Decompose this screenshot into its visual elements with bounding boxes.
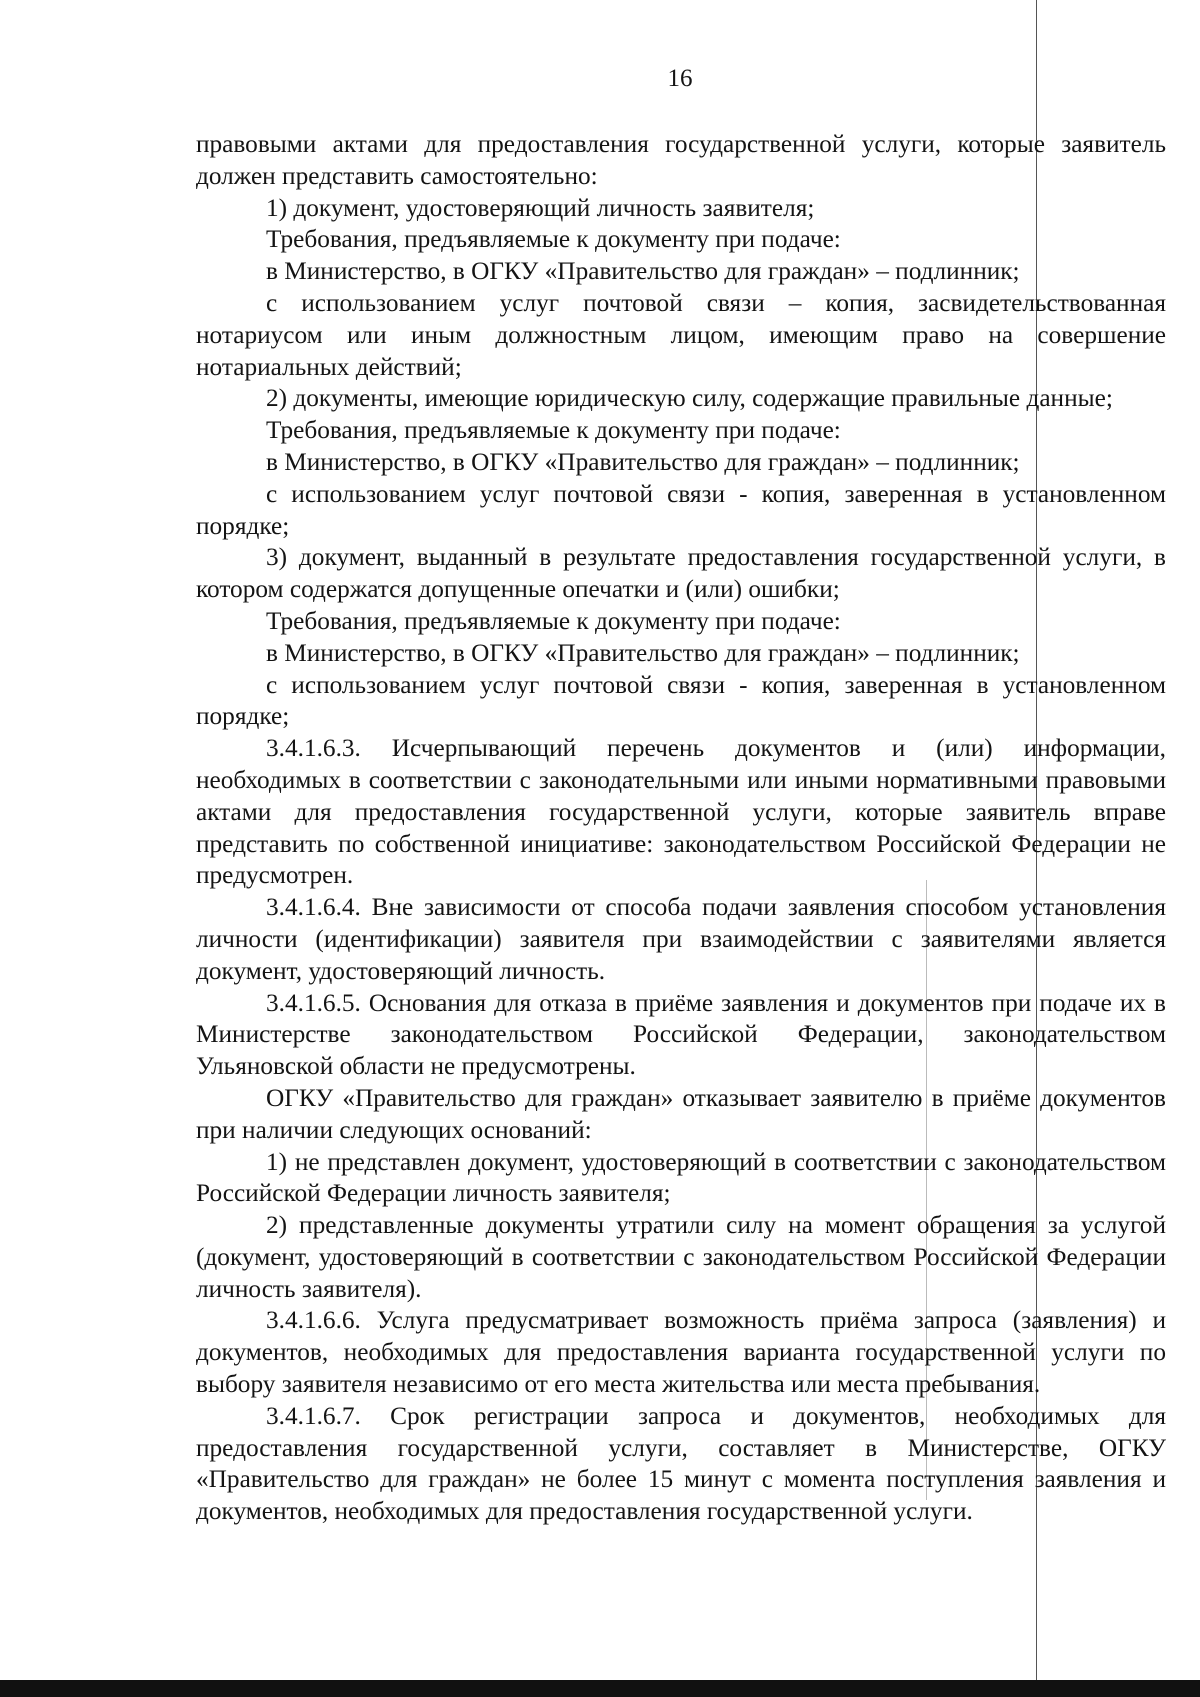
list-item: 1) документ, удостоверяющий личность заявителя; [266,193,815,222]
section-paragraph: 3.4.1.6.7. Срок регистрации запроса и документов, необходимых для предоставления государственной услуги, составляет в Министерстве, ОГКУ «Правительство для граждан» не более 15 минут с момента поступления заявления и документов, необходимых для предоставления государственной услуги. [196,1401,1166,1526]
paragraph: ОГКУ «Правительство для граждан» отказывает заявителю в приёме документов при наличии следующих оснований: [196,1083,1166,1144]
section-paragraph: 3.4.1.6.6. Услуга предусматривает возможность приёма запроса (заявления) и документов, необходимых для предоставления варианта государственной услуги по выбору заявителя независимо от его места жительства или места пребывания. [196,1306,1166,1399]
list-item: 3) документ, выданный в результате предоставления государственной услуги, в котором содержатся допущенные опечатки и (или) ошибки; [196,543,1166,604]
paragraph: в Министерство, в ОГКУ «Правительство для граждан» – подлинник; [266,257,1020,286]
paragraph: с использованием услуг почтовой связи – копия, засвидетельствованная нотариусом или иным должностным лицом, имеющим право на совершение нотариальных действий; [196,288,1166,381]
section-paragraph: 3.4.1.6.4. Вне зависимости от способа подачи заявления способом установления личности (идентификации) заявителя при взаимодействии с заявителями является документ, удостоверяющий личность. [196,893,1166,985]
section-paragraph: 3.4.1.6.3. Исчерпывающий перечень документов и (или) информации, необходимых в соответствии с законодательными или иными нормативными правовыми актами для предоставления государственной услуги, которые заявитель вправе представить по собственной инициативе: законодательством Российской Федерации не предусмотрен. [196,734,1166,890]
paragraph: с использованием услуг почтовой связи - копия, заверенная в установленном порядке; [196,479,1166,540]
list-item: 2) документы, имеющие юридическую силу, содержащие правильные данные; [266,384,1113,413]
paragraph: Требования, предъявляемые к документу при подаче: [266,416,841,445]
scan-bottom-edge [0,1680,1200,1697]
paragraph: в Министерство, в ОГКУ «Правительство для граждан» – подлинник; [266,638,1020,667]
list-item: 1) не представлен документ, удостоверяющий в соответствии с законодательством Российской Федерации личность заявителя; [196,1147,1166,1208]
paragraph: Требования, предъявляемые к документу при подаче: [266,225,841,254]
paragraph: правовыми актами для предоставления государственной услуги, которые заявитель должен представить самостоятельно: [196,130,1166,190]
paragraph: с использованием услуг почтовой связи - копия, заверенная в установленном порядке; [196,670,1166,731]
document-body [196,129,1166,1528]
paragraph: в Министерство, в ОГКУ «Правительство для граждан» – подлинник; [266,447,1020,476]
paragraph: Требования, предъявляемые к документу при подаче: [266,606,841,635]
section-paragraph: 3.4.1.6.5. Основания для отказа в приёме заявления и документов при подаче их в Министерстве законодательством Российской Федерации, законодательством Ульяновской области не предусмотрены. [196,988,1166,1081]
list-item: 2) представленные документы утратили силу на момент обращения за услугой (документ, удостоверяющий в соответствии с законодательством Российской Федерации личность заявителя). [196,1211,1166,1303]
page-number: 16 [667,65,693,92]
